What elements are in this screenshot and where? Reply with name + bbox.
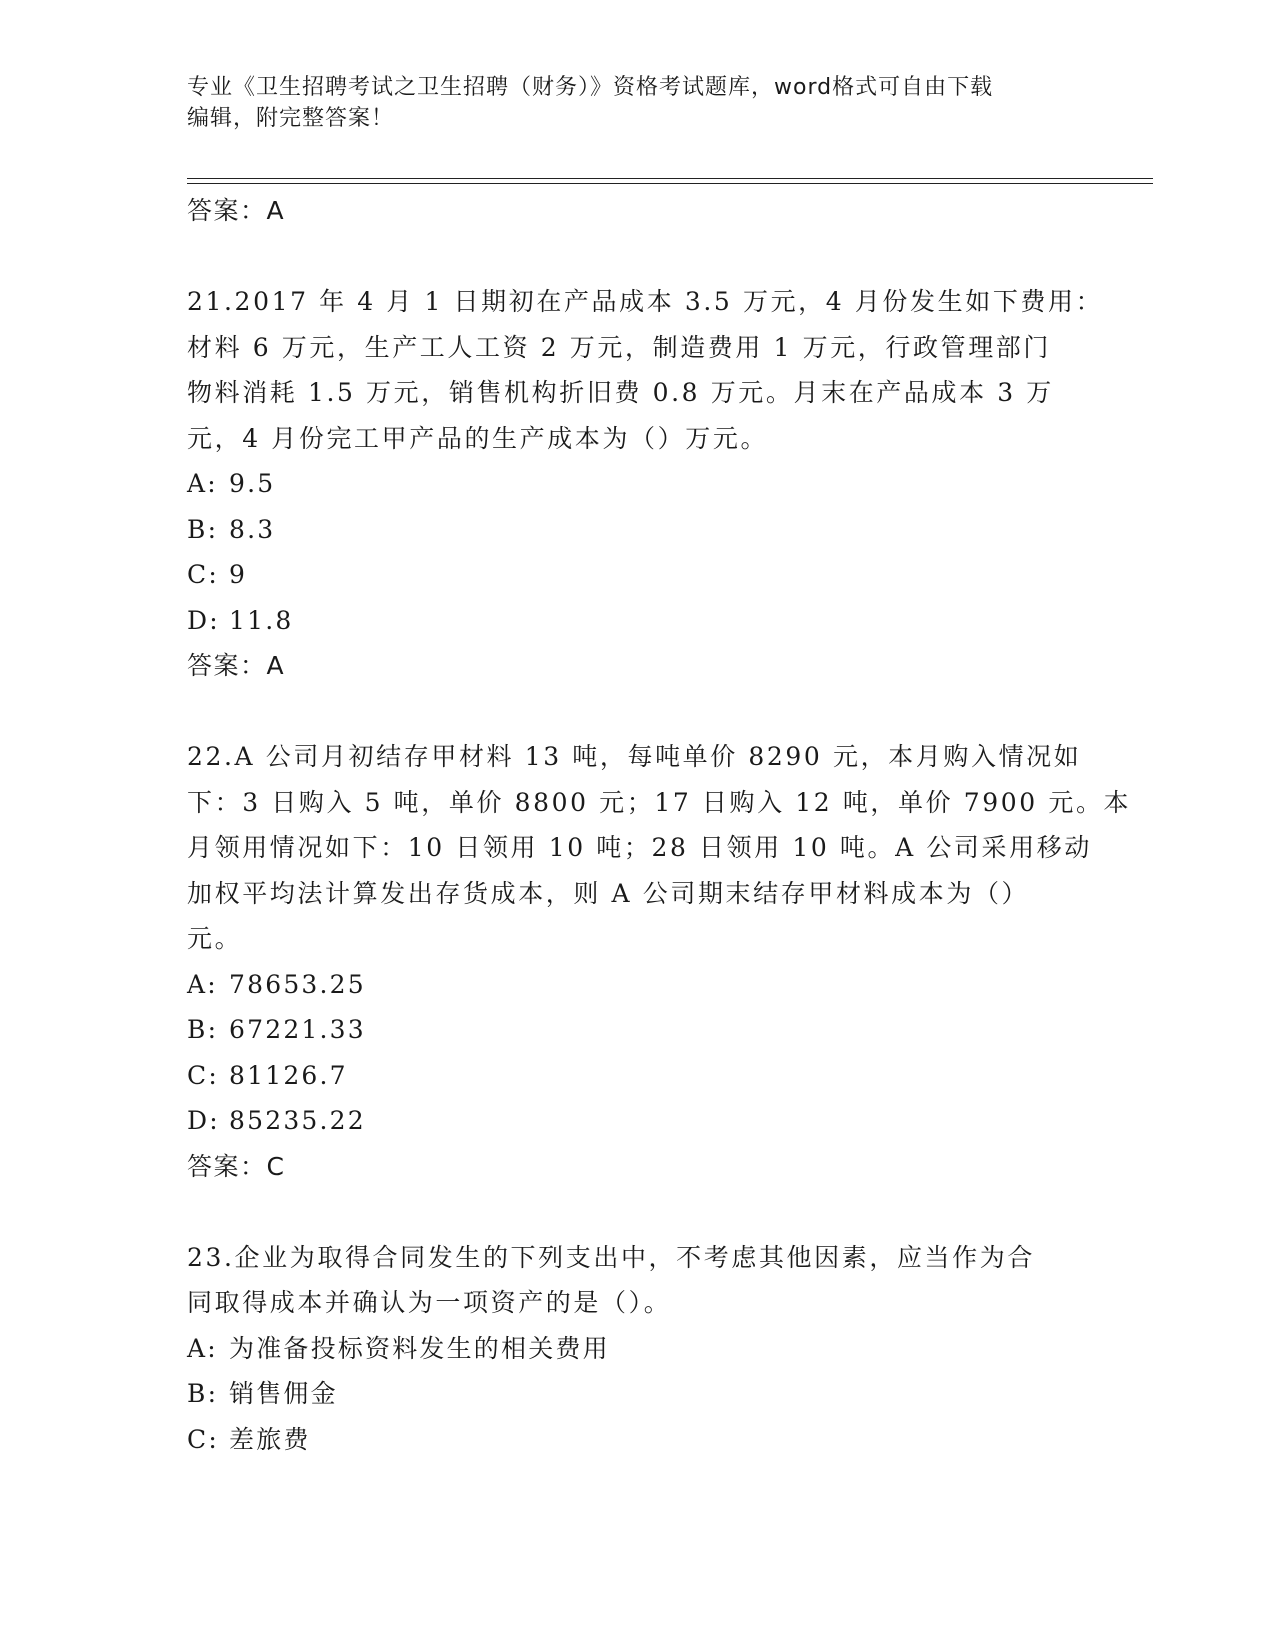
question-line: 同取得成本并确认为一项资产的是（）。: [187, 1288, 672, 1317]
option-a: [187, 1326, 1087, 1372]
question-line: 月领用情况如下：10 日领用 10 吨；28 日领用 10 吨。A 公司采用移动: [187, 833, 1092, 862]
option-c: [187, 1417, 1087, 1463]
option-letter: C:: [187, 1424, 219, 1454]
option-text: 81126.7: [229, 1060, 348, 1090]
answer-line: 答案：A: [187, 651, 286, 680]
question-line: 加权平均法计算发出存货成本，则 A 公司期末结存甲材料成本为（）: [187, 878, 1030, 908]
option-text: 67221.33: [229, 1015, 366, 1044]
option-a: [187, 962, 1087, 1008]
option-text: 78653.25: [229, 969, 366, 999]
answer-line: 答案：C: [187, 1151, 286, 1181]
question-line: 下：3 日购入 5 吨，单价 8800 元；17 日购入 12 吨，单价 7900 元。本: [187, 787, 1132, 817]
option-letter: A:: [187, 469, 218, 498]
option-letter: B:: [187, 1379, 219, 1408]
option-text: 9.5: [229, 469, 276, 498]
question-block: [187, 1235, 1087, 1463]
option-letter: B:: [187, 1015, 219, 1044]
header-line-2: 编辑，附完整答案！: [187, 106, 395, 131]
document-body: [187, 188, 1132, 1462]
option-c: [187, 552, 1087, 598]
option-letter: C:: [187, 1060, 219, 1090]
question-block: [187, 734, 1132, 1189]
option-text: 9: [229, 560, 248, 589]
question-line: 物料消耗 1.5 万元，销售机构折旧费 0.8 万元。月末在产品成本 3 万: [187, 378, 1054, 407]
option-text: 8.3: [229, 514, 276, 544]
previous-answer: 答案：A: [187, 196, 286, 225]
option-letter: A:: [187, 969, 218, 999]
option-d: [187, 1098, 1087, 1144]
option-text: 11.8: [229, 605, 294, 635]
option-letter: A:: [187, 1333, 218, 1363]
question-block: [187, 279, 1104, 689]
option-c: [187, 1053, 1087, 1099]
option-b: [187, 1007, 1087, 1053]
option-text: 为准备投标资料发生的相关费用: [229, 1333, 610, 1363]
question-line: 22.A 公司月初结存甲材料 13 吨，每吨单价 8290 元，本月购入情况如: [187, 742, 1082, 771]
option-letter: C:: [187, 560, 219, 589]
option-text: 85235.22: [229, 1106, 366, 1135]
document-header: [187, 72, 1087, 134]
header-line-1: 专业《卫生招聘考试之卫生招聘（财务）》资格考试题库，word格式可自由下载: [187, 75, 994, 100]
question-line: 21.2017 年 4 月 1 日期初在产品成本 3.5 万元，4 月份发生如下费用：: [187, 287, 1104, 316]
header-rule-top: [187, 178, 1153, 179]
question-line: 元，4 月份完工甲产品的生产成本为（）万元。: [187, 423, 769, 453]
option-letter: B:: [187, 514, 219, 544]
spacer: [187, 234, 1087, 280]
option-a: [187, 461, 1087, 507]
option-d: [187, 598, 1087, 644]
question-line: 材料 6 万元，生产工人工资 2 万元，制造费用 1 万元，行政管理部门: [187, 332, 1052, 362]
option-b: [187, 507, 1087, 553]
spacer: [187, 689, 1087, 735]
question-line: 23.企业为取得合同发生的下列支出中，不考虑其他因素，应当作为合: [187, 1242, 1035, 1272]
spacer: [187, 1189, 1087, 1235]
question-line: 元。: [187, 924, 243, 953]
option-letter: D:: [187, 1106, 220, 1135]
option-text: 差旅费: [229, 1424, 311, 1454]
header-rule-bottom: [187, 183, 1153, 184]
option-b: [187, 1371, 1087, 1417]
option-letter: D:: [187, 605, 220, 635]
option-text: 销售佣金: [229, 1379, 338, 1408]
